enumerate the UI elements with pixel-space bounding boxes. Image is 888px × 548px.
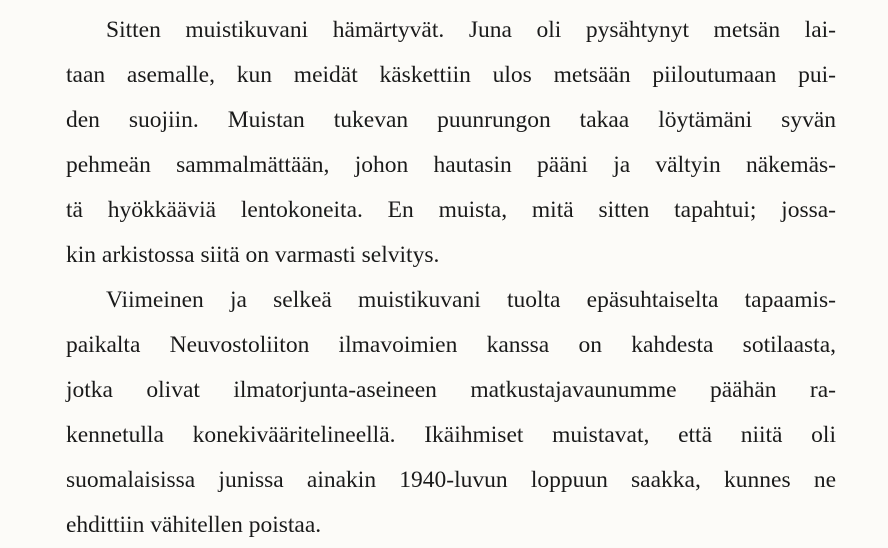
paragraph-2 — [66, 278, 836, 548]
text-line: suomalaisissa junissa ainakin 1940-luvun loppuun saakka, kunnes ne — [66, 467, 836, 493]
text-line: taan asemalle, kun meidät käskettiin ulos metsään piiloutumaan pui- — [66, 62, 836, 88]
text-line: kin arkistossa siitä on varmasti selvitys. — [66, 242, 440, 268]
text-line: pehmeän sammalmättään, johon hautasin pääni ja vältyin näkemäs- — [66, 152, 836, 178]
text-line: ehdittiin vähitellen poistaa. — [66, 512, 322, 538]
text-line: kennetulla konekivääritelineellä. Ikäihmiset muistavat, että niitä oli — [66, 422, 836, 448]
text-line: Viimeinen ja selkeä muistikuvani tuolta epäsuhtaiselta tapaamis- — [106, 287, 836, 313]
text-line: paikalta Neuvostoliiton ilmavoimien kanssa on kahdesta sotilaasta, — [66, 332, 836, 358]
text-line: den suojiin. Muistan tukevan puunrungon takaa löytämäni syvän — [66, 107, 836, 133]
text-line: tä hyökkääviä lentokoneita. En muista, mitä sitten tapahtui; jossa- — [66, 197, 836, 223]
text-line: jotka olivat ilmatorjunta-aseineen matkustajavaunumme päähän ra- — [66, 377, 836, 403]
body-text — [66, 8, 836, 548]
text-line: Sitten muistikuvani hämärtyvät. Juna oli pysähtynyt metsän lai- — [106, 17, 836, 43]
paragraph-1 — [66, 8, 836, 278]
